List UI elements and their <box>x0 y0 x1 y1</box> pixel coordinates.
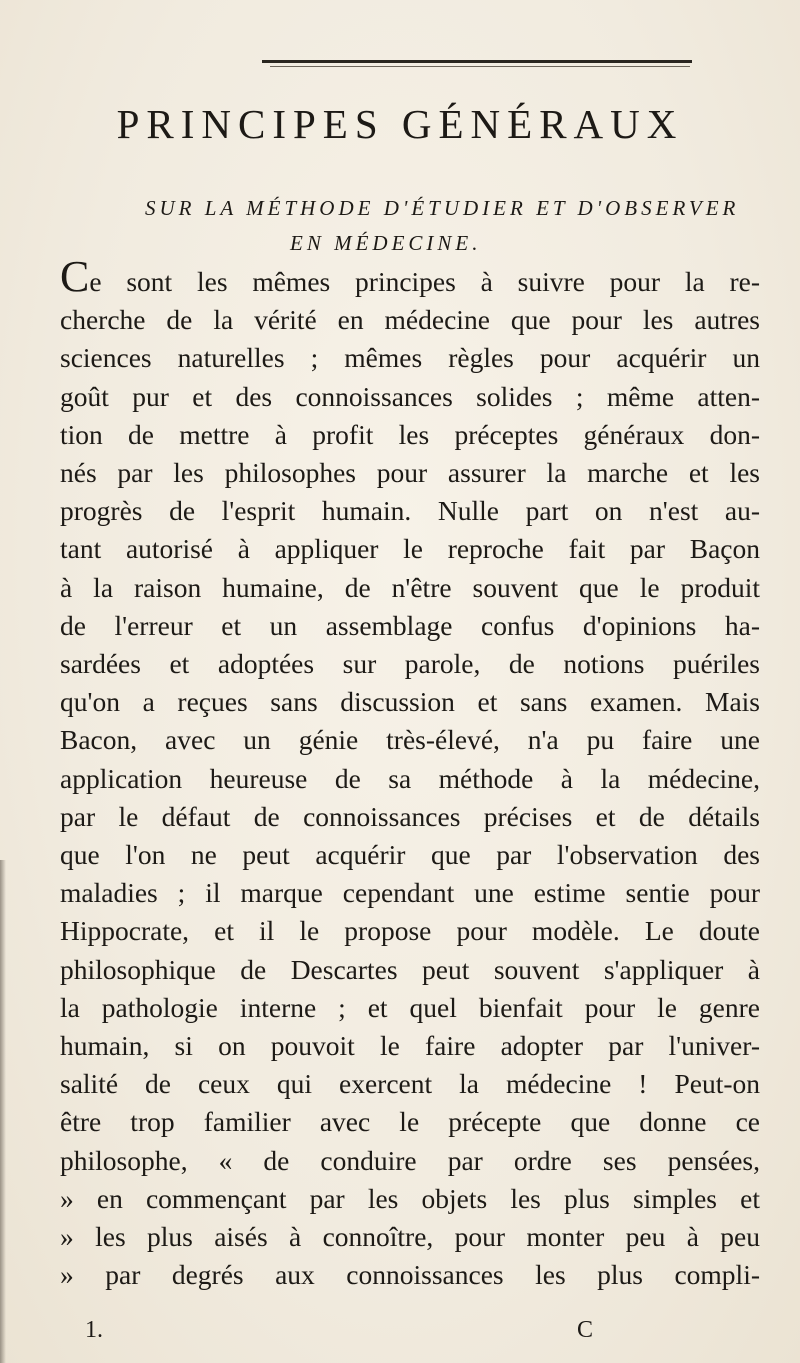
top-rule <box>262 60 692 63</box>
signature-mark-left: 1. <box>85 1317 103 1343</box>
body-line: progrès de l'esprit humain. Nulle part on n'est au- <box>60 495 760 527</box>
body-line: de l'erreur et un assemblage confus d'opinions ha- <box>60 609 760 641</box>
body-line: salité de ceux qui exercent la médecine ! Peut-on <box>60 1068 760 1100</box>
body-line: qu'on a reçues sans discussion et sans examen. Mais <box>60 686 760 718</box>
top-rule-thin <box>270 66 690 67</box>
body-line: maladies ; il marque cependant une estime sentie pour <box>60 877 760 909</box>
body-line: Hippocrate, et il le propose pour modèle. Le doute <box>60 915 760 947</box>
body-line-first <box>60 252 760 301</box>
page-title: PRINCIPES GÉNÉRAUX <box>116 101 684 147</box>
body-line: » les plus aisés à connoître, pour monter peu à peu <box>60 1221 760 1253</box>
body-line: » par degrés aux connoissances les plus compli- <box>60 1259 760 1291</box>
body-line: » en commençant par les objets les plus simples et <box>60 1182 760 1214</box>
page-gutter-shadow <box>0 860 6 1363</box>
body-line: tant autorisé à appliquer le reproche fait par Baçon <box>60 533 760 565</box>
body-line: par le défaut de connoissances précises et de détails <box>60 800 760 832</box>
body-line: sardées et adoptées sur parole, de notions puériles <box>60 648 760 680</box>
signature-mark-right: C <box>577 1317 594 1343</box>
body-line: cherche de la vérité en médecine que pour les autres <box>60 304 760 336</box>
body-line: que l'on ne peut acquérir que par l'observation des <box>60 839 760 871</box>
body-line: goût pur et des connoissances solides ; même atten- <box>60 380 760 412</box>
body-paragraph <box>60 252 760 1294</box>
body-line: sciences naturelles ; mêmes règles pour acquérir un <box>60 342 760 374</box>
subtitle-line-1: SUR LA MÉTHODE D'ÉTUDIER ET D'OBSERVER <box>145 196 740 220</box>
subtitle <box>145 191 785 261</box>
body-line: philosophe, « de conduire par ordre ses pensées, <box>60 1144 760 1176</box>
body-line: Bacon, avec un génie très-élevé, n'a pu faire une <box>60 724 760 756</box>
drop-cap: C <box>60 252 90 301</box>
body-line: nés par les philosophes pour assurer la marche et les <box>60 457 760 489</box>
body-line: la pathologie interne ; et quel bienfait pour le genre <box>60 991 760 1023</box>
body-line: humain, si on pouvoit le faire adopter par l'univer- <box>60 1030 760 1062</box>
body-line: philosophique de Descartes peut souvent s'appliquer à <box>60 953 760 985</box>
subtitle-line-2: EN MÉDECINE. <box>290 231 482 255</box>
body-line: à la raison humaine, de n'être souvent que le produit <box>60 571 760 603</box>
body-line: être trop familier avec le précepte que donne ce <box>60 1106 760 1138</box>
body-line: application heureuse de sa méthode à la médecine, <box>60 762 760 794</box>
body-line-first-rest: e sont les mêmes principes à suivre pour la re- <box>89 266 760 297</box>
body-line: tion de mettre à profit les préceptes généraux don- <box>60 418 760 450</box>
